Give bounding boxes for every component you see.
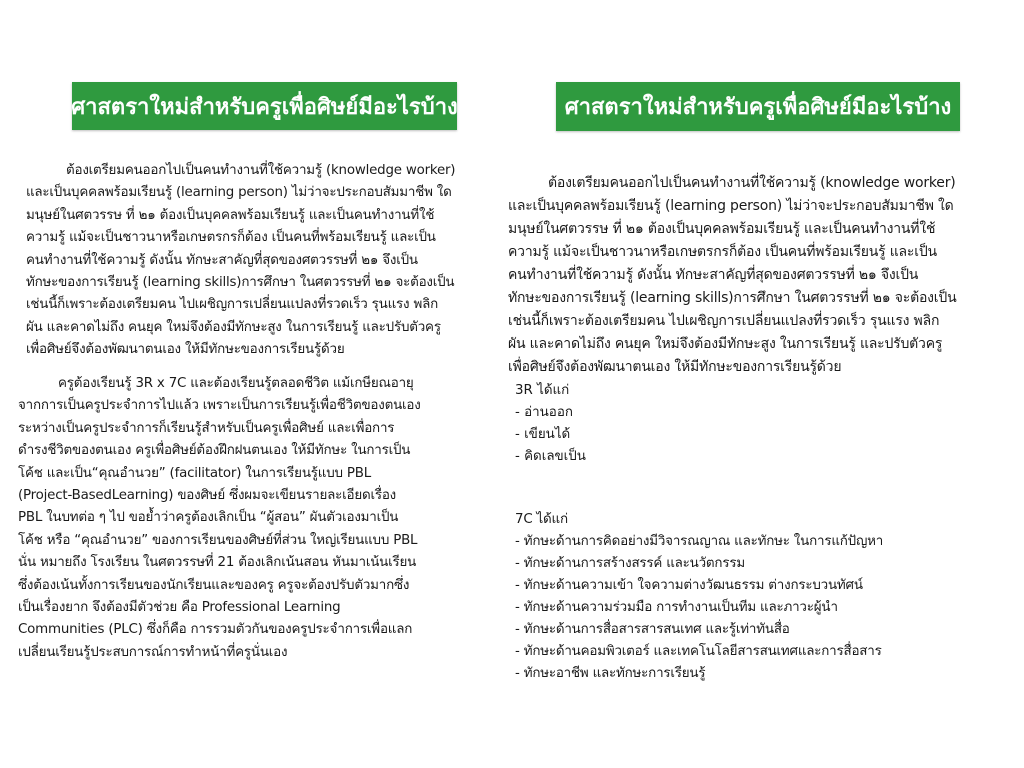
left-title-banner: [72, 82, 457, 130]
text-line: Communities (PLC) ซึ่งก็คือ การรวมตัวกันของครูประจำการเพื่อแลก: [18, 622, 413, 638]
text-line: ซึ่งต้องเน้นทั้งการเรียนของนักเรียนและของครู ครูจะต้องปรับตัวมากซึ่ง: [18, 577, 410, 593]
list-3r: [515, 380, 586, 468]
text-line: และเป็นบุคคลพร้อมเรียนรู้ (learning person) ไม่ว่าจะประกอบสัมมาชีพ ใด: [26, 185, 452, 201]
list-7c-items: [515, 531, 883, 685]
list-item: - ทักษะด้านความร่วมมือ การทำงานเป็นทีม และภาวะผู้นำ: [515, 600, 838, 615]
text-line: ผัน และคาดไม่ถึง คนยุค ใหม่จึงต้องมีทักษะสูง ในการเรียนรู้ และปรับตัวครู: [26, 319, 441, 335]
right-title: ศาสตราใหม่สำหรับครูเพื่อศิษย์มีอะไรบ้าง: [564, 95, 952, 120]
text-line: ทักษะของการเรียนรู้ (learning skills)การศึกษา ในศตวรรษที่ ๒๑ จะต้องเป็น: [508, 290, 957, 306]
text-line: PBL ในบทต่อ ๆ ไป ขอย้ำว่าครูต้องเลิกเป็น “ผู้สอน” ผันตัวเองมาเป็น: [18, 510, 399, 526]
text-line: ดำรงชีวิตของตนเอง ครูเพื่อศิษย์ต้องฝึกฝนตนเอง ให้มีทักษะ ในการเป็น: [18, 443, 411, 459]
list-3r-heading: 3R ได้แก่: [515, 383, 570, 398]
list-3r-items: [515, 402, 586, 468]
text-line: มนุษย์ในศตวรรษ ที่ ๒๑ ต้องเป็นบุคคลพร้อมเรียนรู้ และเป็นคนทำงานที่ใช้: [508, 221, 936, 237]
left-paragraph-1: [26, 160, 455, 362]
text-line: ระหว่างเป็นครูประจำการก็เรียนรู้สำหรับเป็นครูเพื่อศิษย์ และเพื่อการ: [18, 420, 395, 436]
text-line: ต้องเตรียมคนออกไปเป็นคนทำงานที่ใช้ความรู้ (knowledge worker): [548, 175, 956, 191]
text-line: โค้ช หรือ “คุณอำนวย” ของการเรียนของศิษย์ที่ส่วน ใหญ่เรียนแบบ PBL: [18, 532, 418, 548]
left-title: ศาสตราใหม่สำหรับครูเพื่อศิษย์มีอะไรบ้าง: [71, 94, 458, 120]
text-line: และเป็นบุคคลพร้อมเรียนรู้ (learning person) ไม่ว่าจะประกอบสัมมาชีพ ใด: [508, 198, 954, 214]
text-line: ความรู้ แม้จะเป็นชาวนาหรือเกษตรกรก็ต้อง เป็นคนที่พร้อมเรียนรู้ และเป็น: [508, 244, 937, 260]
list-item: - คิดเลขเป็น: [515, 449, 586, 464]
text-line: เป็นเรื่องยาก จึงต้องมีตัวช่วย คือ Professional Learning: [18, 600, 341, 616]
text-line: คนทำงานที่ใช้ความรู้ ดังนั้น ทักษะสาคัญที่สุดของศตวรรษที่ ๒๑ จึงเป็น: [26, 252, 418, 268]
text-line: ความรู้ แม้จะเป็นชาวนาหรือเกษตรกรก็ต้อง เป็นคนที่พร้อมเรียนรู้ และเป็น: [26, 230, 436, 246]
list-item: - ทักษะด้านความเข้า ใจความต่างวัฒนธรรม ต่างกระบวนทัศน์: [515, 578, 863, 593]
text-line: จากการเป็นครูประจำการไปแล้ว เพราะเป็นการเรียนรู้เพื่อชีวิตของตนเอง: [18, 398, 421, 414]
text-line: เปลี่ยนเรียนรู้ประสบการณ์การทำหน้าที่ครูนั่นเอง: [18, 644, 288, 660]
list-item: - ทักษะด้านคอมพิวเตอร์ และเทคโนโลยีสารสนเทศและการสื่อสาร: [515, 644, 882, 659]
list-item: - ทักษะอาชีพ และทักษะการเรียนรู้: [515, 666, 706, 681]
text-line: ผัน และคาดไม่ถึง คนยุค ใหม่จึงต้องมีทักษะสูง ในการเรียนรู้ และปรับตัวครู: [508, 336, 943, 352]
text-line: ครูต้องเรียนรู้ 3R x 7C และต้องเรียนรู้ตลอดชีวิต แม้เกษียณอายุ: [58, 376, 414, 391]
list-item: - ทักษะด้านการสื่อสารสารสนเทศ และรู้เท่าทันสื่อ: [515, 622, 790, 637]
list-item: - อ่านออก: [515, 405, 573, 420]
text-line: เพื่อศิษย์จึงต้องพัฒนาตนเอง ให้มีทักษะของการเรียนรู้ด้วย: [26, 342, 345, 358]
text-line: มนุษย์ในศตวรรษ ที่ ๒๑ ต้องเป็นบุคคลพร้อมเรียนรู้ และเป็นคนทำงานที่ใช้: [26, 207, 435, 223]
list-item: - เขียนได้: [515, 427, 571, 442]
text-line: เพื่อศิษย์จึงต้องพัฒนาตนเอง ให้มีทักษะของการเรียนรู้ด้วย: [508, 359, 842, 375]
text-line: ต้องเตรียมคนออกไปเป็นคนทำงานที่ใช้ความรู้ (knowledge worker): [66, 163, 456, 178]
text-line: เช่นนี้ก็เพราะต้องเตรียมคน ไปเผชิญการเปลี่ยนแปลงที่รวดเร็ว รุนแรง พลิก: [26, 297, 438, 313]
left-paragraph-2: [18, 373, 421, 664]
text-line: คนทำงานที่ใช้ความรู้ ดังนั้น ทักษะสาคัญที่สุดของศตวรรษที่ ๒๑ จึงเป็น: [508, 267, 919, 283]
text-line: นั่น หมายถึง โรงเรียน ในศตวรรษที่ 21 ต้องเลิกเน้นสอน หันมาเน้นเรียน: [18, 555, 417, 571]
text-line: (Project-BasedLearning) ของศิษย์ ซึ่งผมจะเขียนรายละเอียดเรื่อง: [18, 488, 397, 504]
list-item: - ทักษะด้านการสร้างสรรค์ และนวัตกรรม: [515, 556, 745, 571]
text-line: ทักษะของการเรียนรู้ (learning skills)การศึกษา ในศตวรรษที่ ๒๑ จะต้องเป็น: [26, 275, 455, 291]
text-line: โค้ช และเป็น“คุณอำนวย” (facilitator) ในการเรียนรู้แบบ PBL: [18, 465, 371, 481]
right-title-banner: [556, 82, 960, 131]
list-item: - ทักษะด้านการคิดอย่างมีวิจารณญาณ และทักษะ ในการแก้ปัญหา: [515, 534, 884, 549]
list-7c: [515, 509, 883, 685]
right-paragraph-1: [508, 172, 956, 379]
text-line: เช่นนี้ก็เพราะต้องเตรียมคน ไปเผชิญการเปลี่ยนแปลงที่รวดเร็ว รุนแรง พลิก: [508, 313, 940, 329]
list-7c-heading: 7C ได้แก่: [515, 512, 568, 527]
